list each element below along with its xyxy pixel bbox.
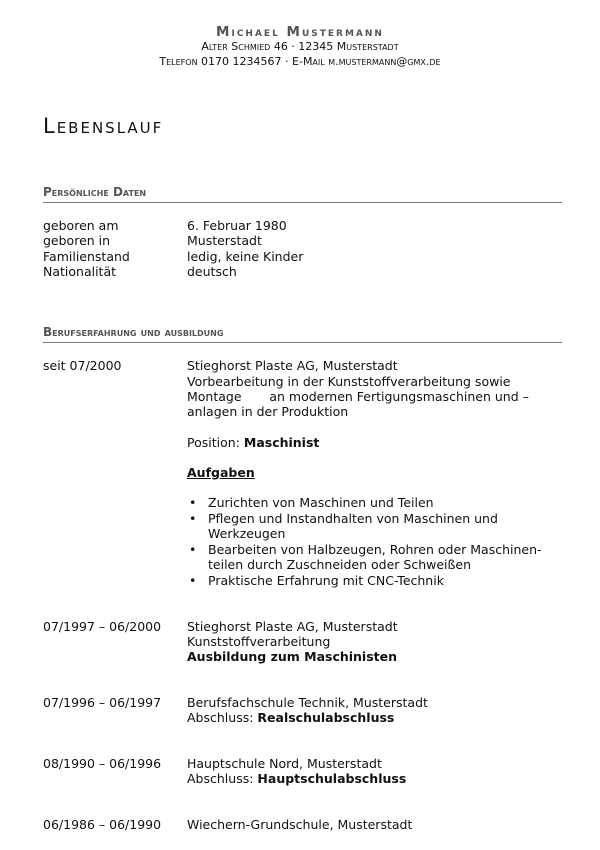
section-divider: [43, 342, 562, 343]
tasks-heading: Aufgaben: [187, 465, 255, 480]
entry-position: [187, 435, 319, 450]
position-value: Maschinist: [243, 435, 320, 450]
entry-degree: Ausbildung zum Maschinisten: [187, 649, 398, 664]
entry-description: anlagen in der Produktion: [187, 404, 349, 419]
section-title-experience: Berufserfahrung und ausbildung: [43, 325, 224, 339]
entry-date: 07/1996 – 06/1997: [43, 695, 162, 710]
task-item: • Zurichten von Maschinen und Teilen: [187, 495, 557, 511]
personal-value: deutsch: [187, 264, 237, 279]
degree-label: Abschluss:: [187, 710, 254, 725]
degree-label: Abschluss:: [187, 771, 254, 786]
applicant-contact: Telefon 0170 1234567 · E-Mail m.mustermann@gmx.de: [159, 55, 441, 68]
section-title-personal: Persönliche Daten: [43, 185, 147, 199]
personal-label: Nationalität: [43, 264, 117, 279]
entry-degree-line: [187, 771, 406, 786]
entry-line: Berufsfachschule Technik, Musterstadt: [187, 695, 428, 710]
degree-value: Realschulabschluss: [257, 710, 395, 725]
personal-value: 6. Februar 1980: [187, 218, 287, 233]
personal-value: Musterstadt: [187, 233, 262, 248]
entry-line: Kunststoffverarbeitung: [187, 634, 331, 649]
document-title: Lebenslauf: [43, 114, 164, 138]
task-item: • Bearbeiten von Halbzeugen, Rohren oder Maschinen-teilen durch Zuschneiden oder Schweißen: [187, 542, 557, 573]
entry-company: Stieghorst Plaste AG, Musterstadt: [187, 358, 398, 373]
personal-value: ledig, keine Kinder: [187, 249, 304, 264]
task-item: • Pflegen und Instandhalten von Maschinen und Werkzeugen: [187, 511, 557, 542]
entry-degree-line: [187, 710, 394, 725]
entry-line: Hauptschule Nord, Musterstadt: [187, 756, 382, 771]
entry-line: Wiechern-Grundschule, Musterstadt: [187, 817, 413, 832]
entry-date: seit 07/2000: [43, 358, 122, 373]
personal-label: geboren in: [43, 233, 111, 248]
entry-description: Montage an modernen Fertigungsmaschinen und –: [187, 389, 529, 404]
task-item: • Praktische Erfahrung mit CNC-Technik: [187, 573, 557, 589]
applicant-name: Michael Mustermann: [216, 24, 384, 40]
entry-date: 06/1986 – 06/1990: [43, 817, 162, 832]
personal-label: Familienstand: [43, 249, 130, 264]
degree-value: Hauptschulabschluss: [257, 771, 407, 786]
entry-date: 08/1990 – 06/1996: [43, 756, 162, 771]
section-divider: [43, 202, 562, 203]
personal-label: geboren am: [43, 218, 119, 233]
tasks-list: [187, 495, 557, 588]
entry-description: Vorbearbeitung in der Kunststoffverarbeitung sowie: [187, 374, 511, 389]
entry-line: Stieghorst Plaste AG, Musterstadt: [187, 619, 398, 634]
entry-date: 07/1997 – 06/2000: [43, 619, 162, 634]
position-label: Position:: [187, 435, 240, 450]
applicant-address: Alter Schmied 46 · 12345 Musterstadt: [201, 40, 399, 53]
